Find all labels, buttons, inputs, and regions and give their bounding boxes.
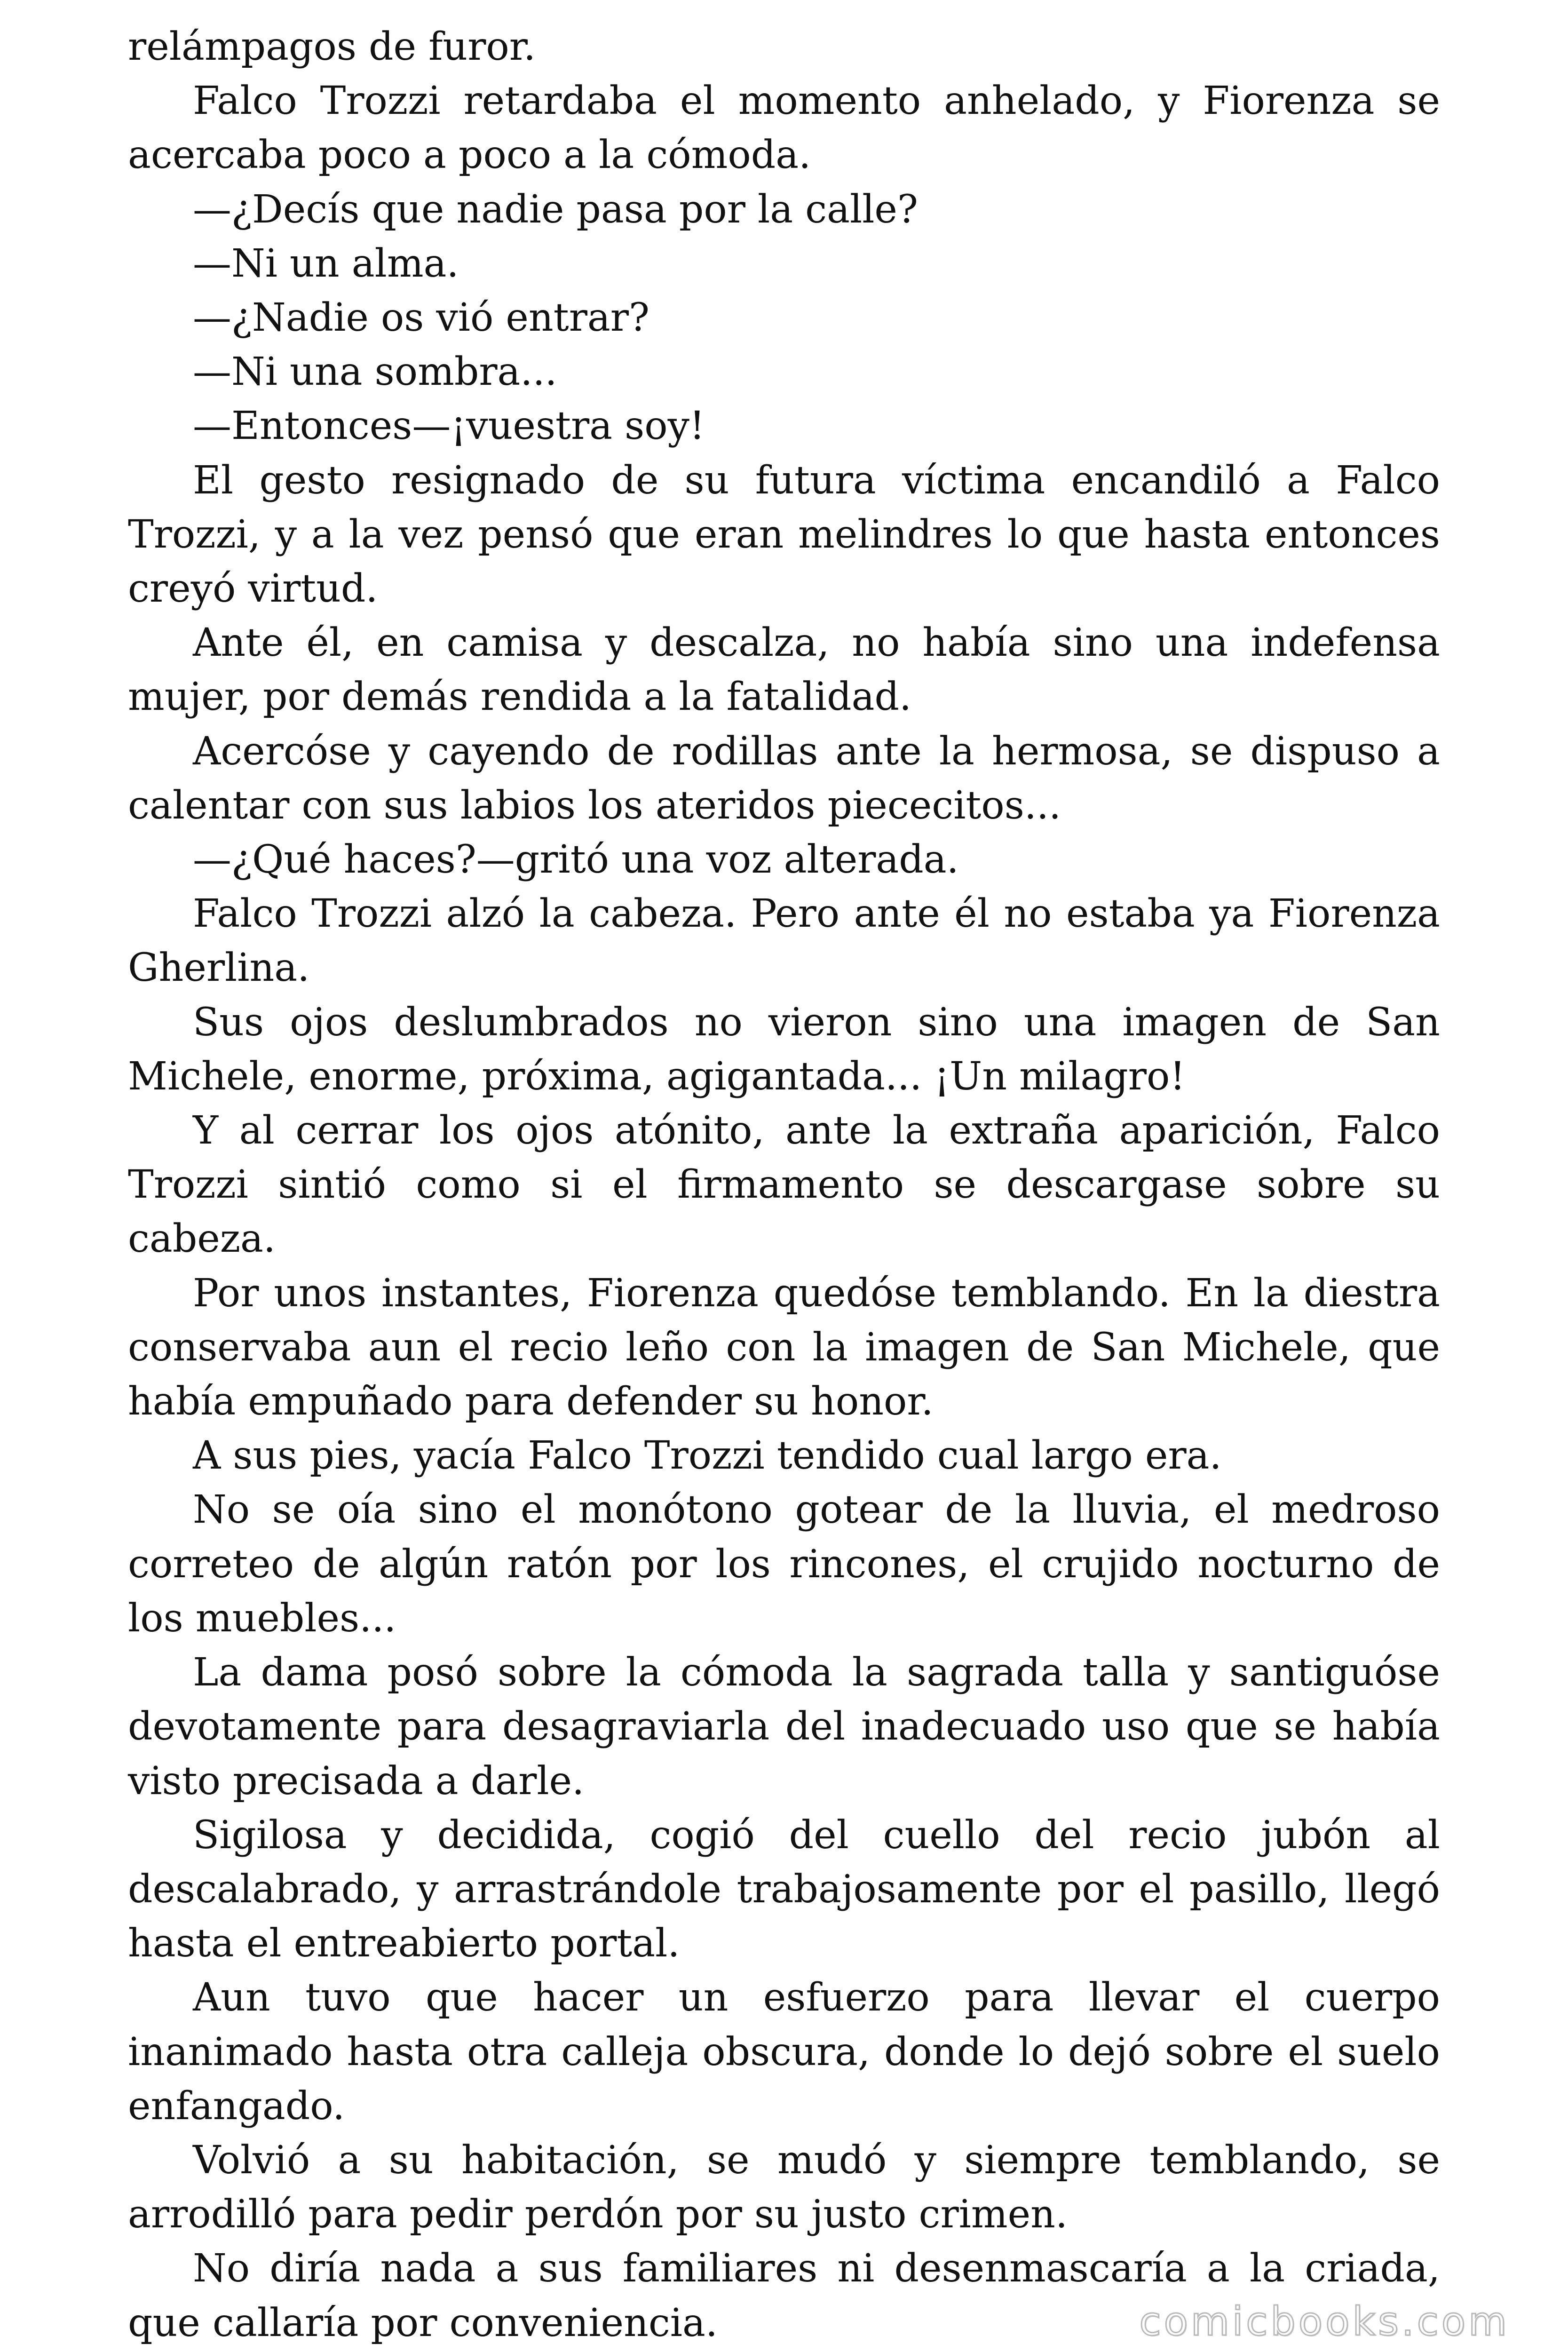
paragraph: Volvió a su habitación, se mudó y siempre temblando, se arrodilló para pedir perdón por su justo crimen. <box>128 2137 1440 2237</box>
paragraph: El gesto resignado de su futura víctima encandiló a Falco Trozzi, y a la vez pensó que eran melindres lo que hasta entonces creyó virtud. <box>128 458 1440 612</box>
book-page-text <box>128 20 1440 2352</box>
watermark: comicbooks.com <box>1139 2298 1510 2344</box>
paragraph: No diría nada a sus familiares ni desenmascaría a la criada, que callaría por conveniencia. <box>128 2246 1440 2345</box>
paragraph <box>128 2350 1440 2352</box>
paragraph: Falco Trozzi retardaba el momento anhelado, y Fiorenza se acercaba poco a poco a la cómoda. <box>128 79 1440 178</box>
paragraph: Acercóse y cayendo de rodillas ante la hermosa, se dispuso a calentar con sus labios los ateridos piececitos... <box>128 729 1440 828</box>
paragraph: Ante él, en camisa y descalza, no había sino una indefensa mujer, por demás rendida a la fatalidad. <box>128 620 1440 720</box>
paragraph: Sus ojos deslumbrados no vieron sino una imagen de San Michele, enorme, próxima, agigantada... ¡Un milagro! <box>128 1000 1440 1099</box>
dialogue-line: —¿Nadie os vió entrar? <box>193 295 649 341</box>
paragraph: Y al cerrar los ojos atónito, ante la extraña aparición, Falco Trozzi sintió como si el firmamento se descargase sobre su cabeza. <box>128 1108 1440 1262</box>
paragraph: No se oía sino el monótono gotear de la lluvia, el medroso correteo de algún ratón por los rincones, el crujido nocturno de los muebles... <box>128 1487 1440 1641</box>
dialogue-line: —Ni un alma. <box>193 241 459 286</box>
paragraph: Aun tuvo que hacer un esfuerzo para llevar el cuerpo inanimado hasta otra calleja obscura, donde lo dejó sobre el suelo enfangado. <box>128 1975 1440 2129</box>
paragraph: relámpagos de furor. <box>128 24 536 69</box>
dialogue-line: —¿Qué haces?—gritó una voz alterada. <box>193 837 959 882</box>
paragraph: La dama posó sobre la cómoda la sagrada talla y santiguóse devotamente para desagraviarla del inadecuado uso que se había visto precisada a darle. <box>128 1650 1440 1804</box>
paragraph: Por unos instantes, Fiorenza quedóse temblando. En la diestra conservaba aun el recio leño con la imagen de San Michele, que había empuñado para defender su honor. <box>128 1271 1440 1424</box>
dialogue-line: —¿Decís que nadie pasa por la calle? <box>193 187 918 232</box>
dialogue-line: —Entonces—¡vuestra soy! <box>193 404 705 449</box>
dialogue-line: —Ni una sombra... <box>193 350 557 395</box>
paragraph: A sus pies, yacía Falco Trozzi tendido cual largo era. <box>193 1433 1222 1478</box>
paragraph: Falco Trozzi alzó la cabeza. Pero ante él no estaba ya Fiorenza Gherlina. <box>128 891 1440 991</box>
paragraph: Sigilosa y decidida, cogió del cuello del recio jubón al descalabrado, y arrastrándole trabajosamente por el pasillo, llegó hasta el entreabierto portal. <box>128 1812 1440 1966</box>
